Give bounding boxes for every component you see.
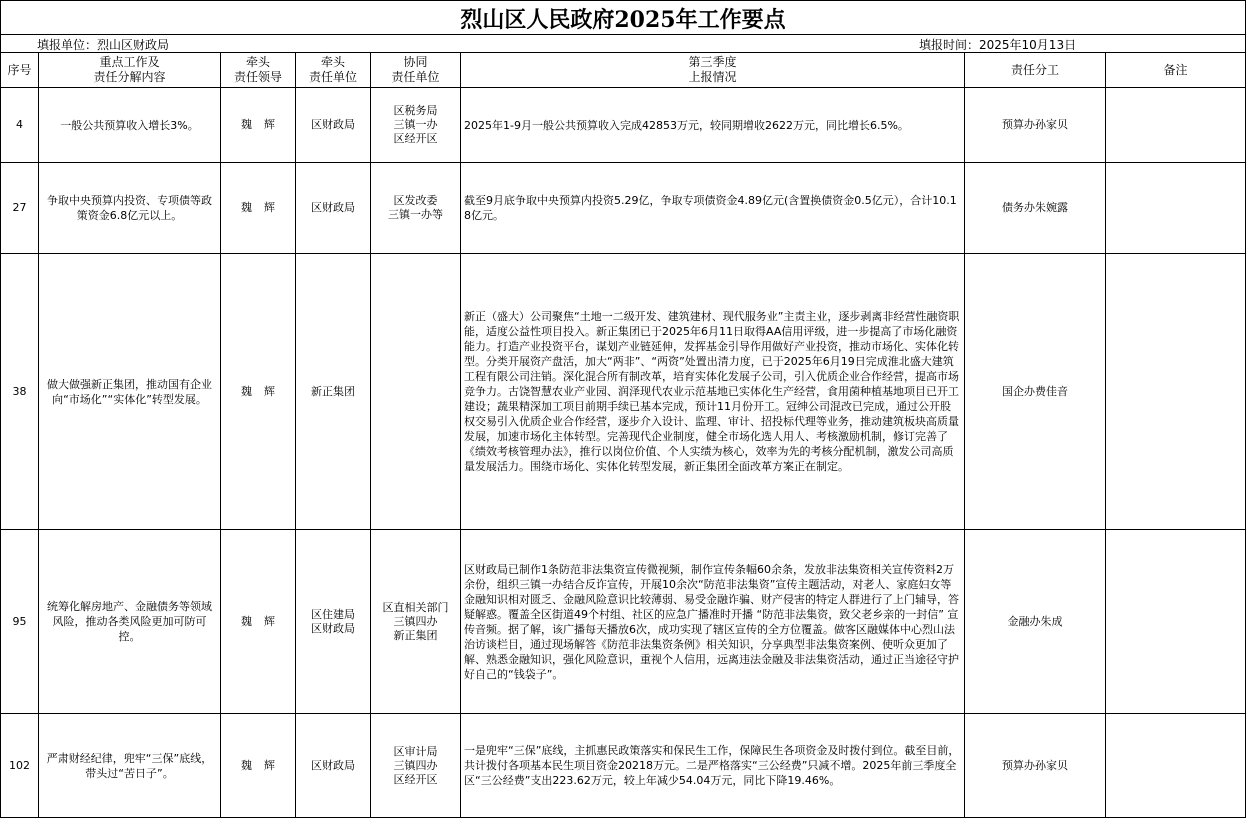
- cell-lead-unit[interactable]: 区财政局: [296, 88, 371, 163]
- cell-index[interactable]: 4: [1, 88, 39, 163]
- cell-leader[interactable]: 魏辉: [221, 530, 296, 714]
- cell-task[interactable]: 一般公共预算收入增长3%。: [39, 88, 221, 163]
- cell-assist-unit[interactable]: [371, 254, 461, 530]
- reporting-unit: 填报单位：烈山区财政局: [37, 38, 170, 52]
- header-lead-unit[interactable]: 牵头 责任单位: [296, 53, 371, 88]
- header-assist-unit[interactable]: 协同 责任单位: [371, 53, 461, 88]
- cell-remark[interactable]: [1106, 530, 1246, 714]
- cell-report[interactable]: 新正（盛大）公司聚焦“土地一二级开发、建筑建材、现代服务业”主责主业，逐步剥离非经营性融资职能，适度公益性项目投入。新正集团已于2025年6月11日取得AA信用评级，进一步提高了市场化融资能力。打造产业投资平台，谋划产业链延伸，发挥基金引导作用做好产业投资，推动市场化、实体化转型。分类开展资产盘活，加大“两非”、“两资”处置出清力度，已于2025年6月19日完成淮北盛大建筑工程有限公司注销。深化混合所有制改革，培育实体化发展子公司，引入优质企业合作经营，提高市场竞争力。古饶智慧农业产业园、润泽现代农业示范基地已实体化生产经营，食用菌种植基地项目已开工建设；蔬果精深加工项目前期手续已基本完成，预计11月份开工。冠绅公司混改已完成，通过公开股权交易引入优质企业合作经营，逐步介入设计、监理、审计、招投标代理等业务，推动建筑板块高质量发展，加速市场化主体转型。完善现代企业制度，健全市场化选人用人、考核激励机制，修订完善了《绩效考核管理办法》，推行以岗位价值、个人实绩为核心，效率为先的考核分配机制，激发公司高质量发展活力。围绕市场化、实体化转型发展，新正集团全面改革方案正在制定。: [461, 254, 965, 530]
- cell-remark[interactable]: [1106, 163, 1246, 254]
- cell-assist-unit[interactable]: 区审计局 三镇四办 区经开区: [371, 714, 461, 818]
- cell-report[interactable]: 区财政局已制作1条防范非法集资宣传微视频，制作宣传条幅60余条，发放非法集资相关宣传资料2万余份，组织三镇一办结合反诈宣传，开展10余次“防范非法集资”宣传主题活动，对老人、家庭妇女等金融知识相对匮乏、金融风险意识比较薄弱、易受金融诈骗、财产侵害的特定人群进行了上门辅导，答疑解惑。覆盖全区街道49个村组、社区的应急广播准时开播 “防范非法集资，致父老乡亲的一封信” 宣传音频。据了解，该广播每天播放6次，成功实现了辖区宣传的全方位覆盖。做客区融媒体中心烈山法治访谈栏目，通过现场解答《防范非法集资条例》相关知识，分享典型非法集资案例、使听众更加了解、熟悉金融知识，强化风险意识，重视个人信用，远离违法金融及非法集资活动，通过正当途径守护好自己的“钱袋子”。: [461, 530, 965, 714]
- cell-index[interactable]: 38: [1, 254, 39, 530]
- reporting-time: 填报时间：2025年10月13日: [919, 38, 1077, 52]
- cell-task[interactable]: 严肃财经纪律，兜牢“三保”底线，带头过“苦日子”。: [39, 714, 221, 818]
- cell-lead-unit[interactable]: 区住建局 区财政局: [296, 530, 371, 714]
- table-row: [1, 88, 1246, 163]
- header-remark[interactable]: 备注: [1106, 53, 1246, 88]
- cell-remark[interactable]: [1106, 254, 1246, 530]
- cell-assignee[interactable]: 债务办朱婉露: [965, 163, 1106, 254]
- cell-remark[interactable]: [1106, 714, 1246, 818]
- cell-assignee[interactable]: 国企办费佳音: [965, 254, 1106, 530]
- table-row: [1, 254, 1246, 530]
- cell-remark[interactable]: [1106, 88, 1246, 163]
- cell-assist-unit[interactable]: 区直相关部门 三镇四办 新正集团: [371, 530, 461, 714]
- cell-assist-unit[interactable]: 区发改委 三镇一办等: [371, 163, 461, 254]
- cell-task[interactable]: 做大做强新正集团，推动国有企业向“市场化”“实体化”转型发展。: [39, 254, 221, 530]
- work-table: [0, 52, 1246, 818]
- cell-leader[interactable]: 魏辉: [221, 163, 296, 254]
- cell-assist-unit[interactable]: 区税务局 三镇一办 区经开区: [371, 88, 461, 163]
- cell-lead-unit[interactable]: 区财政局: [296, 163, 371, 254]
- header-assignee[interactable]: 责任分工: [965, 53, 1106, 88]
- header-report[interactable]: 第三季度 上报情况: [461, 53, 965, 88]
- cell-lead-unit[interactable]: 新正集团: [296, 254, 371, 530]
- cell-leader[interactable]: 魏辉: [221, 254, 296, 530]
- cell-leader[interactable]: 魏辉: [221, 88, 296, 163]
- document-title: 烈山区人民政府2025年工作要点: [0, 0, 1246, 35]
- cell-report[interactable]: 2025年1-9月一般公共预算收入完成42853万元，较同期增收2622万元，同比增长6.5%。: [461, 88, 965, 163]
- cell-task[interactable]: 争取中央预算内投资、专项债等政策资金6.8亿元以上。: [39, 163, 221, 254]
- cell-report[interactable]: 一是兜牢“三保”底线，主抓惠民政策落实和保民生工作，保障民生各项资金及时拨付到位。截至目前，共计拨付各项基本民生项目资金20218万元。二是严格落实“三公经费”只减不增。2025年前三季度全区“三公经费”支出223.62万元，较上年减少54.04万元，同比下降19.46%。: [461, 714, 965, 818]
- meta-row: [0, 34, 1246, 53]
- cell-index[interactable]: 102: [1, 714, 39, 818]
- header-task[interactable]: 重点工作及 责任分解内容: [39, 53, 221, 88]
- cell-index[interactable]: 27: [1, 163, 39, 254]
- table-row: [1, 714, 1246, 818]
- cell-lead-unit[interactable]: 区财政局: [296, 714, 371, 818]
- cell-assignee[interactable]: 金融办朱成: [965, 530, 1106, 714]
- cell-assignee[interactable]: 预算办孙家贝: [965, 88, 1106, 163]
- cell-index[interactable]: 95: [1, 530, 39, 714]
- header-index[interactable]: 序号: [1, 53, 39, 88]
- cell-task[interactable]: 统筹化解房地产、金融债务等领域风险，推动各类风险更加可防可控。: [39, 530, 221, 714]
- cell-leader[interactable]: 魏辉: [221, 714, 296, 818]
- table-row: [1, 163, 1246, 254]
- header-leader[interactable]: 牵头 责任领导: [221, 53, 296, 88]
- cell-assignee[interactable]: 预算办孙家贝: [965, 714, 1106, 818]
- cell-report[interactable]: 截至9月底争取中央预算内投资5.29亿，争取专项债资金4.89亿元(含置换债资金0.5亿元），合计10.18亿元。: [461, 163, 965, 254]
- table-row: [1, 530, 1246, 714]
- header-row: [1, 53, 1246, 88]
